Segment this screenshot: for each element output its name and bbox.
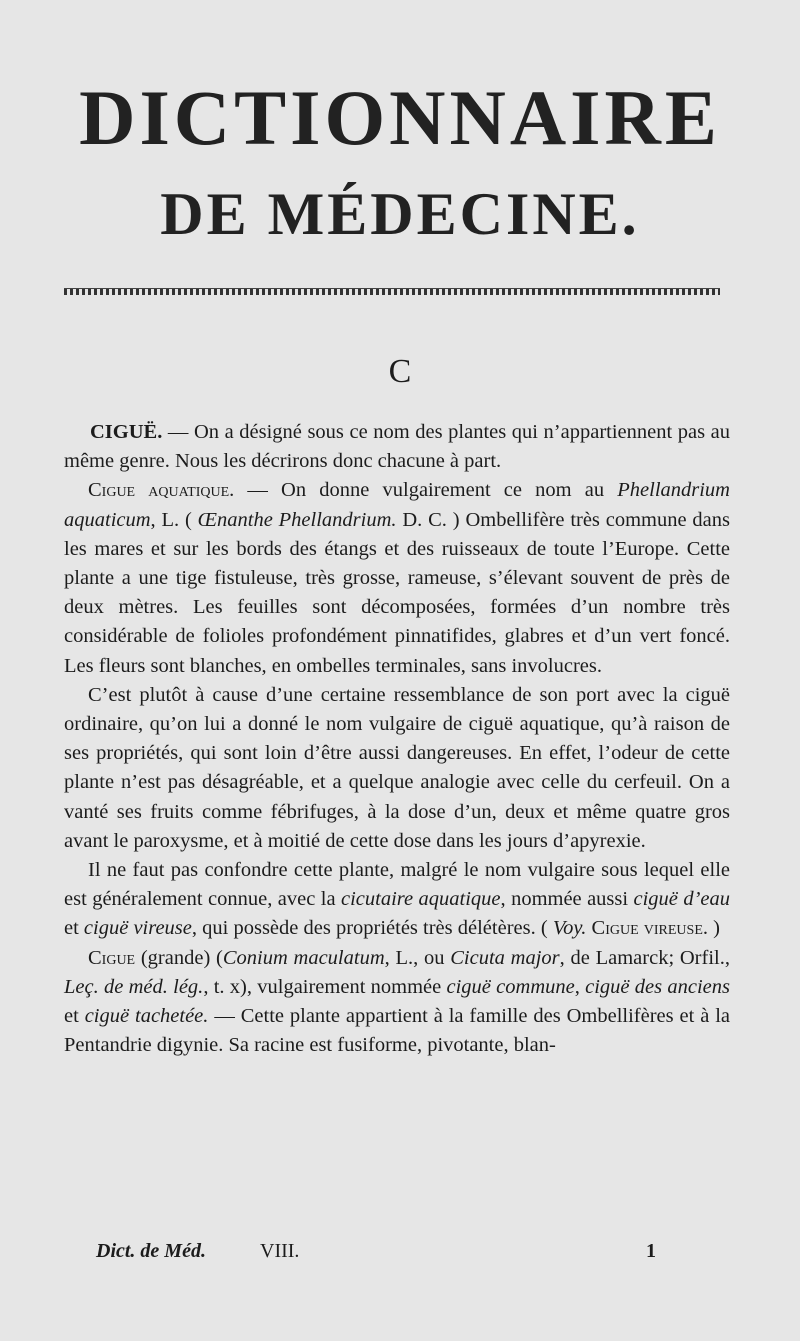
text-run: , qui possède des propriétés très délétères. ( bbox=[191, 917, 553, 940]
entry-grande-cigue bbox=[64, 944, 730, 1061]
text-run: — Cette plante appartient à la famille des Ombellifères et à la Pentandrie digynie. Sa racine est fusiforme, pivotante, blan- bbox=[64, 1005, 731, 1057]
italic-run: Leç. de méd. lég. bbox=[64, 975, 204, 998]
entry-head-cigue: CIGUË. bbox=[90, 421, 163, 443]
paragraph-4 bbox=[64, 856, 730, 944]
text-run: — On donne vulgairement ce nom au bbox=[234, 479, 618, 502]
text-run: , t. x), vulgairement nommée bbox=[203, 975, 447, 998]
entry-text-cigue: — On a désigné sous ce nom des plantes qui n’appartiennent pas au même genre. Nous les décrirons donc chacune à part. bbox=[64, 421, 730, 473]
text-run: , de Lamarck; Orfil., bbox=[559, 946, 730, 969]
text-run: , bbox=[574, 975, 586, 998]
entry-head-cigue-aquatique: Cigue aquatique. bbox=[88, 479, 235, 502]
ornamental-rule bbox=[64, 288, 720, 295]
italic-run: Conium maculatum bbox=[222, 946, 385, 969]
paragraph-3: C’est plutôt à cause d’une certaine ressemblance de son port avec la ciguë ordinaire, qu’on lui a donné le nom vulgaire de ciguë aquatique, qu’à raison de ses propriétés, qui sont loin d’être aussi dangereuses. En effet, l’odeur de cette plante n’est pas désagréable, et a quelque analogie avec celle du cerfeuil. On a vanté ses fruits comme fébrifuges, à la dose d’un, deux et même quatre gros avant le paroxysme, et à moitié de cette dose dans les jours d’apyrexie. bbox=[64, 683, 730, 852]
text-run: Il ne faut pas confondre cette plante, malgré le nom vulgaire sous lequel elle est généralement connue, avec la bbox=[64, 859, 730, 911]
entry-head-grande-cigue: Cigue bbox=[88, 946, 136, 969]
text-run: et bbox=[64, 1005, 85, 1028]
title-line-1: DICTIONNAIRE bbox=[79, 74, 721, 161]
footer-volume: VIII. bbox=[260, 1240, 300, 1262]
footer-signature: Dict. de Méd. bbox=[96, 1240, 206, 1262]
italic-run: ciguë des anciens bbox=[585, 975, 730, 998]
entry-cigue-aquatique bbox=[64, 476, 730, 680]
text-run: , nommée aussi bbox=[500, 888, 634, 911]
text-run: , L. ( bbox=[150, 508, 198, 531]
italic-run: ciguë vireuse bbox=[83, 917, 192, 940]
italic-run: ciguë tachetée. bbox=[84, 1005, 209, 1028]
text-run: et bbox=[64, 917, 84, 940]
italic-run: ciguë d’eau bbox=[633, 888, 731, 911]
text-run: ) bbox=[708, 917, 720, 940]
italic-run: Cicuta major bbox=[450, 946, 560, 969]
title-line-2: DE MÉDECINE. bbox=[160, 181, 640, 247]
italic-run: cicutaire aquatique bbox=[340, 888, 501, 911]
section-letter: C bbox=[388, 353, 412, 390]
smallcaps-run: Cigue vireuse. bbox=[591, 917, 708, 940]
footer-page-number: 1 bbox=[646, 1240, 656, 1262]
italic-run: Œnanthe Phellandrium. bbox=[197, 508, 397, 531]
italic-run: Voy. bbox=[552, 917, 587, 940]
body-text bbox=[64, 418, 730, 1060]
text-run: , L., ou bbox=[384, 946, 451, 969]
italic-run: ciguë commune bbox=[446, 975, 575, 998]
entry-cigue bbox=[64, 418, 730, 476]
text-run: (grande) ( bbox=[135, 946, 223, 969]
text-run: D. C. ) Ombellifère très commune dans les mares et sur les bords des étangs et des ruisseaux de toute l’Europe. Cette plante a une tige fistuleuse, très grosse, rameuse, s’élevant souvent de près de deux mètres. Les feuilles sont décomposées, formées d’un nombre très considérable de folioles profondément pinnatifides, glabres et d’un vert foncé. Les fleurs sont blanches, en ombelles terminales, sans involucres. bbox=[64, 508, 731, 677]
italic-run: Phellandrium aquaticum bbox=[64, 479, 730, 531]
